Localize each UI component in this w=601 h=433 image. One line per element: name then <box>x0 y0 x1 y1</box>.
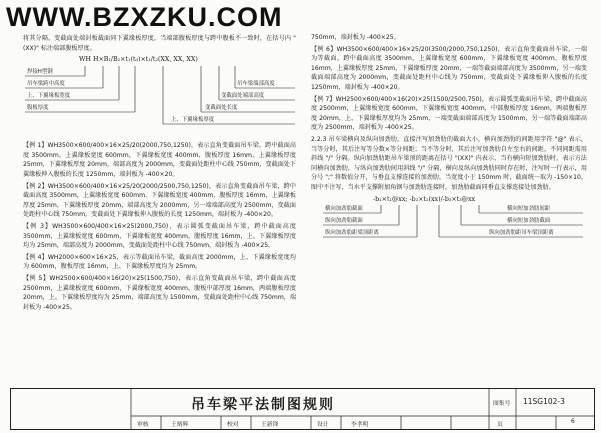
section-2-2-3 <box>311 135 587 193</box>
stiffener-formula: -b₁×t₁@xx; -b₂×t₂(xx)/-b₃×t₃@xx <box>373 195 476 203</box>
label-welded-h: 焊接H型钢 <box>27 69 53 76</box>
continued-text: 750mm，端封板为 -400×25。 <box>311 34 400 41</box>
notation-formula: WH H×B₁/B₂×t₁(t₀)×t₁/t₂(XX, XX, XX) <box>79 56 198 64</box>
label-web-thickness: 腹板厚度 <box>27 105 49 112</box>
page-label: 页 <box>497 422 503 428</box>
stiffener-notation-diagram <box>311 195 587 251</box>
design-label: 设计 <box>317 422 329 428</box>
example-6: 【例 6】WH3500×600/400×16×25/20(3500/2000,750,1250)，表示直角变截面吊车梁，一端为等截面，跨中截面高度 3500mm，上翼缘板宽度 600mm，下翼缘板宽度 400mm，腹板厚度 16mm，上翼缘板厚度 25mm，下翼缘板厚度 20mm，一端等截面端部高度为 3500mm，另一端变截面端部高度为 2000mm，变截面处距柱中心线为 750mm，变截面处下翼缘板伸入腹板的长度 1250mm，端封板为 -400×20。 <box>311 45 587 91</box>
label-longitudinal-distance: 纵向加劲肋距梁顶距离 <box>325 229 379 236</box>
section-body: 吊车梁横向及纵向加劲肋，直接注写加劲肋的截面大小，横向加劲肋的间距用字符 "@" 表示，当等分时，其后注写等分数×等分间距；当不等分时，其后注写加劲肋自左至右的间距，不同间距需用斜线 "/" 分隔。纵向加劲肋距吊车梁顶的距离在括号 "(XX)" 内表示，当有横向短加劲肋时，表示方法同横向加劲肋，与纵向加劲肋间用斜线 "/" 分隔，横向及纵向加劲肋同时存在时，注写时一行表示，用分号 ";" 将数值分开，与垂直支撑连接的加劲肋，当宽度小于 150mm 时，截面统一取为 -150×10，图中不注写，当水平支撑附加角钢与加劲肋连接时，加劲肋截面同垂直支撑连接处加劲肋。 <box>311 135 588 191</box>
example-2: 【例 2】WH3500×600/400×16×25/20(2000/2500,750,1250)，表示直角变截面吊车梁，跨中截面高度 3500mm，上翼缘板宽度 600mm，下翼缘板宽度 400mm，腹板厚度 16mm，上翼缘板厚度 25mm，下翼缘板厚度 20mm，端部高度为 2000mm，另一端端部高度为 2500mm，变截面处距柱中心线 750mm，变截面处下翼缘板伸入腹板的长度 1250mm，端封板为 -400×20。 <box>23 182 296 219</box>
label-short-section: 横向短加劲肋截面 <box>507 217 551 224</box>
example-1: 【例 1】WH3500×600/400×16×25/20(2000,750,1250)，表示直角变截面吊车梁，跨中截面高度 3500mm，上翼缘板宽度 600mm，下翼缘板宽度 400mm，腹板厚度 16mm，上翼缘板厚度 25mm，下翼缘板厚度 20mm，端部高度为 2000mm，变截面处距柱中心线 750mm，变截面处下翼缘板伸入腹板的长度 1250mm，端封板为 -400×20。 <box>23 142 296 178</box>
drawing-title: 吊车梁平法制图规则 <box>191 397 335 413</box>
title-block <box>10 388 595 430</box>
check-name: 王新锋 <box>261 422 279 428</box>
review-name: 王炳辉 <box>171 422 189 428</box>
atlas-number: 11SG102-3 <box>523 397 565 406</box>
watermark-text: WWW.BZXZKU.COM <box>6 2 283 32</box>
notation-diagram <box>23 55 296 138</box>
label-flange-thickness: 上、下翼缘板厚度 <box>171 117 215 124</box>
label-end-height: 吊车梁端部高度 <box>237 81 275 88</box>
left-column <box>23 34 296 312</box>
intro-paragraph: 将其分隔。变截面处端封板截面同下翼缘板厚度，当端部腹板厚度与跨中腹板不一致时，在括号内 "(XX)" 标注端部腹板厚度。 <box>23 35 296 52</box>
check-label: 校对 <box>227 422 239 428</box>
label-longitudinal-section: 纵向加劲肋截面 <box>325 217 363 224</box>
review-label: 审核 <box>137 422 149 428</box>
right-column <box>311 33 587 251</box>
label-long-dist-top: 纵向加劲肋距吊车梁顶距离 <box>489 229 554 236</box>
section-number: 2.2.3 <box>311 135 327 143</box>
label-transverse-section: 横向加劲肋截面 <box>325 205 363 212</box>
example-5: 【例 5】WH2500×600/400×16(20)×25(1500,750)，表示直角变截面吊车梁，跨中截面高度 2500mm，上翼缘板宽度 600mm，下翼缘板宽度 400mm，腹板中部厚度 16mm，两端腹板厚度 20mm，上、下翼缘板厚度均为 25mm，端部高度为 1500mm，变截面处距柱中心线 750mm，端封板为 -400×25。 <box>23 274 296 311</box>
example-3: 【例 3】WH3500×600/400×16×25(2000,750)，表示圆弧变截面吊车梁，跨中截面高度 3500mm，上翼缘板宽度 600mm，下翼缘板宽度 400mm，腹板厚度 16mm，上、下翼缘板厚度均为 25mm，端部高度为 2000mm，变截面处距柱中心线 750mm，端封板为 -400×25。 <box>23 222 296 250</box>
design-name: 李孝明 <box>351 422 369 428</box>
example-7: 【例 7】WH2500×600/400×16(20)×25(1500/2500,750)，表示圆弧变截面吊车梁，跨中截面高度 2500mm，上翼缘板宽度 600mm，下翼缘板宽度 400mm，中部腹板厚度 16mm，两端腹板厚度 20mm，上、下翼缘板厚度均为 25mm，一端变截面端部高度为 1500mm，另一端等截面端部高度为 2500mm，端封板为 -400×25。 <box>311 95 587 132</box>
label-short-spacing: 横向短加劲肋间距 <box>507 205 551 212</box>
page-number: 6 <box>571 419 575 425</box>
label-var-end-height: 变截面处端部高度 <box>221 93 265 100</box>
label-flange-width: 上、下翼缘板宽度 <box>27 93 71 100</box>
label-var-length: 变截面处长度 <box>205 105 238 112</box>
atlas-label: 图集号 <box>493 401 511 407</box>
label-mid-height: 吊车梁跨中高度 <box>27 81 65 88</box>
example-4: 【例 4】WH2000×600×16×25，表示等截面吊车梁，截面高度 2000mm，上、下翼缘板宽度均为 600mm，腹板厚度 16mm，上、下翼缘板厚度均为 25mm。 <box>23 253 296 271</box>
